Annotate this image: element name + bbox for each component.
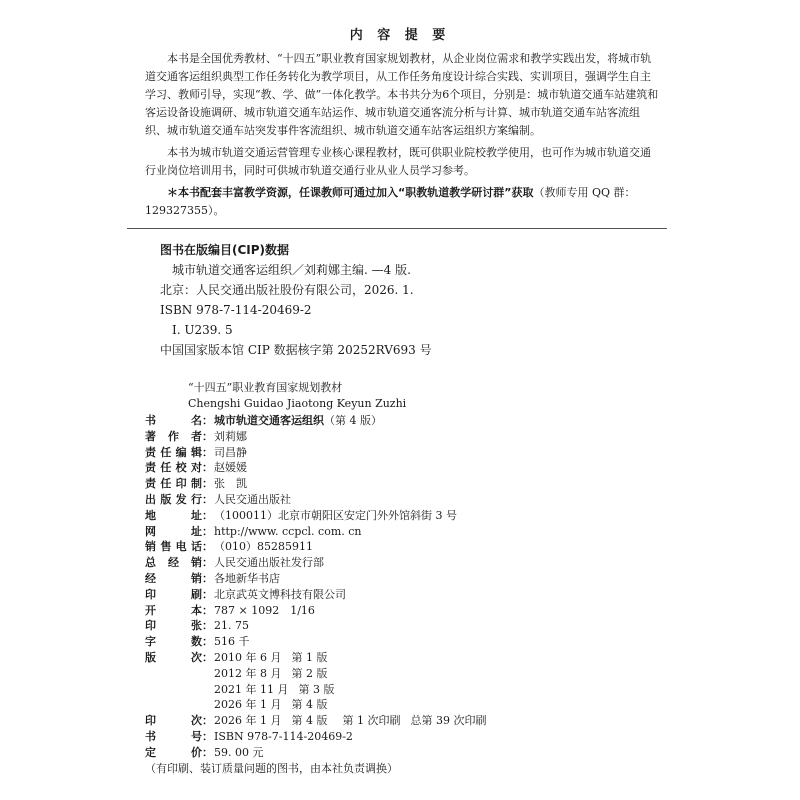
info-label [145,476,202,492]
cip-line: 中国国家版本馆 CIP 数据核字第 20252RV693 号 [160,343,432,357]
summary-block [145,50,660,224]
series-block [188,380,406,412]
info-row [145,429,486,445]
info-label-char: 数 [191,635,202,649]
info-value-text: 张 凯 [214,477,247,491]
info-row [145,571,486,587]
info-label-char: 辑 [190,445,202,459]
info-label-char: 印 [175,477,187,491]
cip-line: 城市轨道交通客运组织／刘莉娜主编. —4 版. [172,263,411,277]
info-label-char: 任 [160,477,172,491]
info-label [145,603,202,619]
info-label-char: 书 [145,729,156,743]
info-label-char: 张 [191,619,202,633]
info-value [214,571,280,587]
info-label [145,571,202,587]
info-label-char: 行 [190,492,202,506]
info-separator: ： [202,650,213,664]
info-value [214,460,247,476]
info-separator: ： [202,729,213,743]
info-separator: ： [202,524,213,538]
info-label-char: 总 [145,556,156,570]
printing-edition: 第 4 版 [291,714,328,728]
info-separator: ： [202,414,213,427]
cip-line: 北京：人民交通出版社股份有限公司，2026. 1. [160,283,414,297]
cip-line: ISBN 978-7-114-20469-2 [160,303,312,317]
info-label [145,445,202,461]
info-label-char: 制 [190,477,202,491]
printing-total: 总第 39 次印刷 [410,714,487,728]
info-value-text: 人民交通出版社 [214,492,291,506]
info-row [145,476,486,492]
info-label-char: 刷 [191,587,202,601]
info-value [214,666,327,682]
info-row [145,634,486,650]
info-label [145,587,202,603]
info-separator [202,666,214,682]
divider [127,228,667,229]
info-separator: ： [202,429,213,443]
edition-number: 第 3 版 [298,682,335,696]
info-label-char: 次 [191,714,202,728]
edition-date: 2021 年 11 月 [214,682,289,696]
info-separator [202,697,214,713]
info-separator: ： [202,635,213,649]
info-separator: ： [202,492,213,506]
info-value-text: （100011）北京市朝阳区安定门外外馆斜街 3 号 [214,508,457,522]
info-row [145,413,486,429]
cip-line: Ⅰ. U239. 5 [172,323,233,337]
edition-number: 第 4 版 [291,698,328,712]
info-label-char: 任 [160,461,172,475]
price-value: 59. 00 元 [214,745,264,759]
info-row [145,445,486,461]
info-label-char: 对 [190,461,202,475]
info-label-char: 任 [160,445,172,459]
info-separator: ： [202,603,213,617]
info-value [214,539,313,555]
info-label-char: 名 [191,414,202,427]
info-label-char: 销 [191,556,202,570]
info-label-char: 地 [145,508,156,522]
info-label-char: 次 [191,650,202,664]
info-row [145,460,486,476]
info-label [145,539,202,555]
info-label [145,524,202,540]
title-pinyin: Chengshi Guidao Jiaotong Keyun Zuzhi [188,397,407,410]
info-value-extra: （第 4 版） [324,414,382,427]
info-label-char: 版 [160,492,172,506]
summary-paragraph-1: 本书是全国优秀教材、“十四五”职业教育国家规划教材，从企业岗位需求和教学实践出发，将城市轨道交通客运组织典型工作任务转化为教学项目，从工作任务角度设计综合实践、实训项目，强调学生自主学习、教师引导，实现“教、学、做”一体化教学。本书共分为6个项目，分别是：城市轨道交通车站建筑和客运设备设施调研、城市轨道交通车站运作、城市轨道交通客流分析与计算、城市轨道交通车站客流组织、城市轨道交通车站突发事件客流组织、城市轨道交通车站客运组织方案编制。 [145,52,659,137]
info-row [145,618,486,634]
info-separator: ： [202,571,213,585]
info-separator: ： [202,556,213,570]
info-separator: ： [202,508,213,522]
info-label-char: 号 [191,729,202,743]
info-label-char: 出 [145,492,156,506]
info-separator: ： [202,619,213,633]
info-label [145,508,202,524]
info-label-char: 者 [191,429,202,443]
info-label [145,682,202,698]
info-row [145,745,486,761]
info-value-text: 赵媛媛 [214,461,247,475]
info-label-char: 定 [145,745,156,759]
isbn-value: ISBN 978-7-114-20469-2 [214,729,353,743]
info-label-char: 址 [191,524,202,538]
resource-notice-text: ＊本书配套丰富教学资源，任课教师可通过加入“职教轨道教学研讨群”获取 [167,186,534,199]
info-value-text: http://www. ccpcl. com. cn [214,524,362,538]
info-value [214,713,486,729]
info-label [145,713,202,729]
info-label-char: 印 [145,714,156,728]
info-label [145,618,202,634]
info-label-char: 书 [145,414,156,427]
info-value-text: 城市轨道交通客运组织 [214,414,324,427]
info-row [145,539,486,555]
info-label [145,729,202,745]
info-row [145,492,486,508]
info-label [145,429,202,445]
resource-notice [145,184,660,220]
info-separator: ： [202,745,213,759]
info-label-char: 作 [168,429,179,443]
info-label-char: 经 [145,571,156,585]
info-row [145,555,486,571]
info-label-char: 著 [145,429,156,443]
info-label [145,650,202,666]
info-row [145,713,486,729]
info-separator: ： [202,714,213,728]
info-value-text: 787 × 1092 1/16 [214,603,315,617]
info-value-text: 司昌静 [214,445,247,459]
quality-notice: （有印刷、装订质量问题的图书，由本社负责调换） [145,761,398,775]
info-row [145,729,486,745]
edition-date: 2026 年 1 月 [214,698,282,712]
series-label: “十四五”职业教育国家规划教材 [188,381,343,394]
info-value [214,618,249,634]
info-value-text: 北京武英文博科技有限公司 [214,587,346,601]
info-label-char: 开 [145,603,156,617]
info-value-text: 刘莉娜 [214,429,247,443]
info-label-char: 印 [145,587,156,601]
printing-date: 2026 年 1 月 [214,714,282,728]
info-separator: ： [202,540,213,554]
info-label-char: 经 [168,556,179,570]
info-row [145,650,486,666]
info-row [145,524,486,540]
info-value [214,729,353,745]
cip-title: 图书在版编目(CIP)数据 [160,243,290,257]
info-label-char: 发 [175,492,187,506]
info-row [145,508,486,524]
info-value [214,587,346,603]
publication-info [145,413,486,776]
info-value-text: 人民交通出版社发行部 [214,556,324,570]
info-value [214,429,247,445]
info-label-char: 址 [191,508,202,522]
info-value [214,634,250,650]
info-label-char: 话 [190,540,202,554]
info-value [214,650,327,666]
info-value-text: 516 千 [214,635,250,649]
info-separator: ： [202,477,213,491]
info-separator: ： [202,587,213,601]
info-value [214,603,315,619]
info-value [214,492,291,508]
printing-number: 第 1 次印刷 [342,714,401,728]
info-label-char: 校 [175,461,187,475]
info-row [145,666,486,682]
summary-paragraph-2: 本书为城市轨道交通运营管理专业核心课程教材，既可供职业院校教学使用，也可作为城市轨道交通行业岗位培训用书，同时可供城市轨道交通行业从业人员学习参考。 [145,146,651,177]
info-label-char: 售 [160,540,172,554]
info-row [145,682,486,698]
info-label [145,666,202,682]
info-row [145,697,486,713]
info-separator: ： [202,445,213,459]
summary-title: 内 容 提 要 [349,28,451,43]
info-label-char: 销 [191,571,202,585]
info-label-char: 网 [145,524,156,538]
info-label-char: 价 [191,745,202,759]
info-label-char: 销 [145,540,156,554]
info-value [214,524,362,540]
edition-number: 第 2 版 [291,666,328,680]
teacher-qq-group: （教师专用 QQ 群：129327355）。 [145,186,636,217]
info-value [214,745,263,761]
info-label [145,697,202,713]
info-label-char: 本 [191,603,202,617]
info-value [214,445,247,461]
cip-data-block [160,240,432,360]
info-label [145,413,202,429]
info-label [145,634,202,650]
info-label-char: 责 [145,477,156,491]
info-label-char: 电 [175,540,187,554]
info-value-text: 各地新华书店 [214,571,280,585]
info-row [145,603,486,619]
info-label-char: 责 [145,461,156,475]
info-value-text: 21. 75 [214,619,249,633]
info-value [214,413,382,429]
info-value-text: （010）85285911 [214,540,313,554]
info-row [145,587,486,603]
edition-number: 第 1 版 [291,650,328,664]
info-value [214,697,327,713]
info-separator: ： [202,461,213,475]
info-label [145,745,202,761]
info-separator [202,682,214,698]
info-label [145,492,202,508]
info-label-char: 字 [145,635,156,649]
edition-date: 2012 年 8 月 [214,666,282,680]
info-label-char: 版 [145,650,156,664]
info-label [145,555,202,571]
info-value [214,508,457,524]
edition-date: 2010 年 6 月 [214,650,282,664]
info-value [214,476,247,492]
info-label [145,460,202,476]
info-value [214,555,324,571]
info-label-char: 印 [145,619,156,633]
info-value [214,682,334,698]
info-label-char: 责 [145,445,156,459]
info-label-char: 编 [175,445,187,459]
